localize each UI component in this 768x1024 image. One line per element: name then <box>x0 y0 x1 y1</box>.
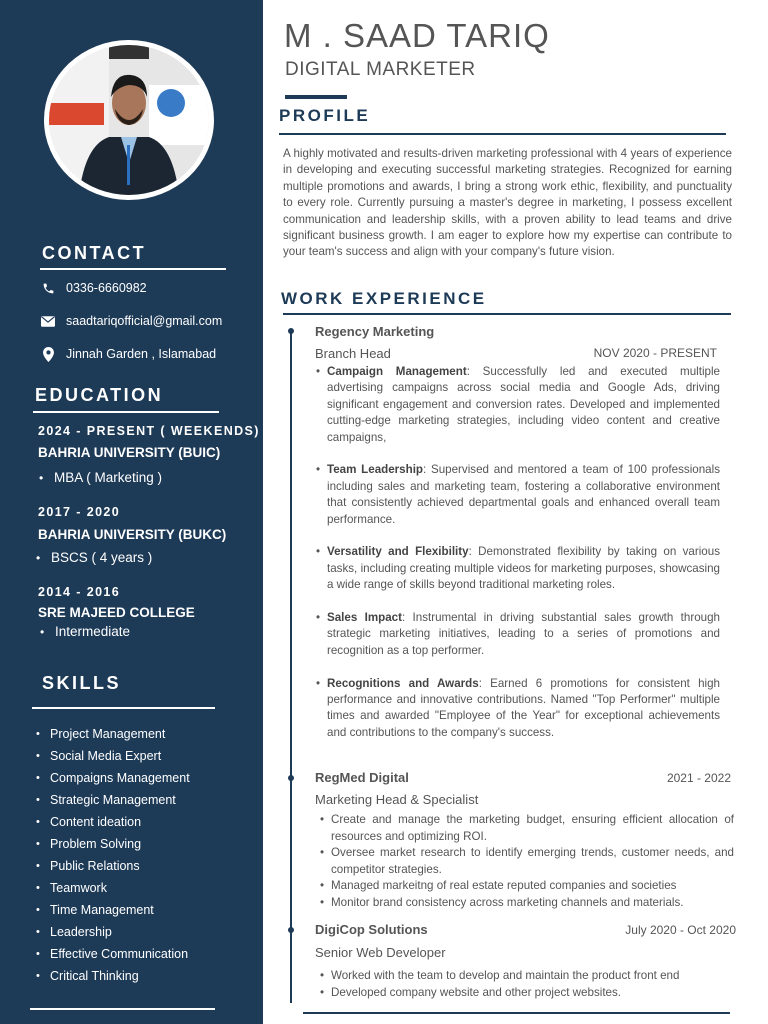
skill-item: • Public Relations <box>50 859 140 873</box>
job-duty: • Monitor brand consistency across marketing channels and materials. <box>331 895 734 912</box>
skill-item: • Problem Solving <box>50 837 141 851</box>
job-dates: 2021 - 2022 <box>666 771 731 785</box>
timeline-dot <box>288 328 294 334</box>
profile-accent-bar <box>285 95 347 99</box>
profile-photo-image <box>49 45 209 195</box>
skill-item: • Project Management <box>50 727 165 741</box>
experience-timeline <box>290 330 292 1003</box>
highlight-label: Sales Impact <box>327 611 402 625</box>
profile-photo <box>49 45 209 195</box>
profile-summary: A highly motivated and results-driven marketing professional with 4 years of experience in developing and executing successful marketing strategies. Recognized for earning multiple promotions and awards, I bring a strong work ethic, flexibility, and punctuality to every role. Currently pursuing a master's degree in marketing, I possess excellent communication and leadership skills, with a proven ability to lead teams and drive significant business growth. I am eager to explore how my expertise can contribute to your team's success and align with your company's future vision. <box>283 147 732 259</box>
education-school: BAHRIA UNIVERSITY (BUIC) <box>38 445 221 460</box>
location-pin-icon <box>40 346 56 362</box>
highlight-text: : Earned 6 promotions for consistent high performance and innovative contributions. Named "Top Performer" multiple times and awarded "Employee of the Year" for exceptional achievements and contributions to the company's success. <box>327 676 720 739</box>
contact-divider <box>40 268 226 270</box>
skills-heading: SKILLS <box>42 673 122 693</box>
job-position: Marketing Head & Specialist <box>315 792 479 807</box>
education-program: • MBA ( Marketing ) <box>54 470 162 485</box>
contact-email[interactable] <box>40 312 222 330</box>
skill-item: • Time Management <box>50 903 154 917</box>
sidebar <box>0 0 263 1024</box>
highlight-text: : Instrumental in driving substantial sales growth through strategic marketing initiatives, leading to a series of promotions and recognition as a top performer. <box>327 611 720 657</box>
work-experience-heading: WORK EXPERIENCE <box>281 289 487 308</box>
education-program: • Intermediate <box>55 624 130 639</box>
education-school: SRE MAJEED COLLEGE <box>38 605 195 620</box>
highlight-text: : Supervised and mentored a team of 100 professionals including sales and marketing team, fostering a collaborative environment that consistently achieved departmental goals and enhanced overall team performance. <box>327 463 720 526</box>
highlight-label: Team Leadership <box>327 463 424 477</box>
phone-number: 0336-6660982 <box>66 281 147 295</box>
contact-heading: CONTACT <box>42 243 147 263</box>
job-position: Branch Head <box>315 346 391 361</box>
skill-item: • Teamwork <box>50 881 107 895</box>
highlight-label: Recognitions and Awards <box>327 676 479 690</box>
job-duties <box>331 968 734 1001</box>
job-highlight <box>327 544 720 593</box>
highlight-label: Versatility and Flexibility <box>327 545 469 559</box>
job-duty: • Developed company website and other project websites. <box>331 985 734 1002</box>
skills-divider <box>32 707 215 709</box>
candidate-name: M . SAAD TARIQ <box>284 17 550 54</box>
job-dates: July 2020 - Oct 2020 <box>625 923 736 937</box>
job-highlight <box>327 610 720 659</box>
education-dates: 2017 - 2020 <box>38 505 121 519</box>
job-highlight <box>327 676 720 742</box>
sidebar-bottom-divider <box>30 1008 215 1010</box>
education-dates: 2014 - 2016 <box>38 585 121 599</box>
job-company: Regency Marketing <box>315 324 435 339</box>
highlight-text: : Successfully led and executed multiple advertising campaigns across social media and Google Ads, driving significant engagement and conversion rates. Developed and implemented cutting-edge marketing strategies, including video content and creative campaigns, <box>327 365 720 444</box>
phone-icon <box>40 280 56 296</box>
skill-item: • Content ideation <box>50 815 141 829</box>
email-address: saadtariqofficial@gmail.com <box>66 314 223 328</box>
skill-item: • Social Media Expert <box>50 749 161 763</box>
job-company: RegMed Digital <box>315 770 409 785</box>
job-dates: NOV 2020 - PRESENT <box>593 346 717 360</box>
highlight-text: : Demonstrated flexibility by taking on various tasks, including creating multiple videos for marketing purposes, showcasing a wide range of skills beyond traditional marketing roles. <box>327 545 720 592</box>
job-highlight <box>327 462 720 528</box>
job-duty: • Oversee market research to identify emerging trends, customer needs, and competitor strategies. <box>331 845 734 878</box>
job-duties <box>331 812 734 911</box>
job-duty: • Worked with the team to develop and maintain the product front end <box>331 968 734 985</box>
page-bottom-divider <box>303 1012 730 1014</box>
skill-item: • Compaigns Management <box>50 771 190 785</box>
skill-item: • Strategic Management <box>50 793 176 807</box>
timeline-dot <box>288 927 294 933</box>
education-school: BAHRIA UNIVERSITY (BUKC) <box>38 527 227 542</box>
job-duty: • Managed markeitng of real estate reputed companies and societies <box>331 878 734 895</box>
address-text: Jinnah Garden , Islamabad <box>66 347 217 361</box>
job-duty: • Create and manage the marketing budget, ensuring efficient allocation of resources and optimizing ROI. <box>331 812 734 845</box>
job-company: DigiCop Solutions <box>315 922 428 937</box>
education-heading: EDUCATION <box>35 385 164 405</box>
work-experience-divider <box>283 313 731 315</box>
profile-heading: PROFILE <box>279 106 371 125</box>
education-divider <box>33 411 219 413</box>
skill-item: • Leadership <box>50 925 112 939</box>
timeline-dot <box>288 775 294 781</box>
candidate-title: DIGITAL MARKETER <box>285 59 476 80</box>
envelope-icon <box>40 313 56 329</box>
contact-phone[interactable] <box>40 279 147 297</box>
profile-divider <box>279 133 726 135</box>
job-position: Senior Web Developer <box>315 945 446 960</box>
education-program: • BSCS ( 4 years ) <box>51 550 152 565</box>
job-highlights <box>327 364 720 758</box>
skill-item: • Critical Thinking <box>50 969 139 983</box>
skill-item: • Effective Communication <box>50 947 188 961</box>
contact-address <box>40 345 216 363</box>
job-highlight <box>327 364 720 446</box>
education-dates: 2024 - PRESENT ( WEEKENDS) <box>38 424 260 438</box>
highlight-label: Campaign Management <box>327 365 467 378</box>
